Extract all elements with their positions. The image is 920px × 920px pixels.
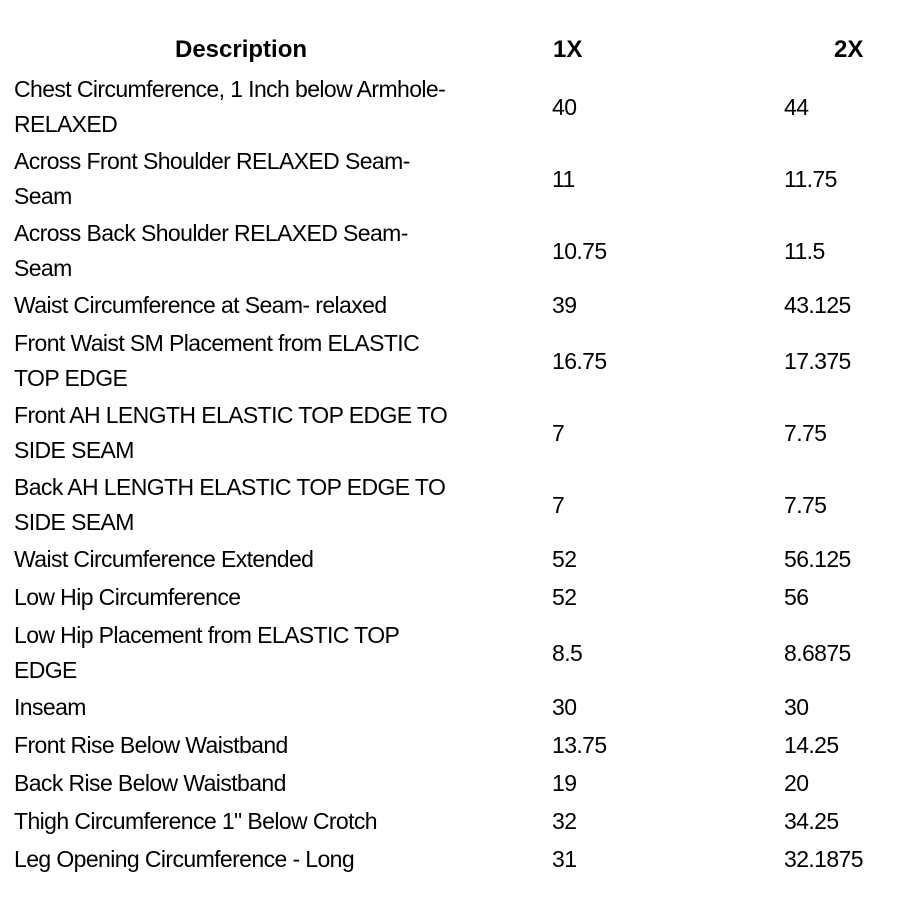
row-value-1x: 40 [552, 94, 577, 120]
row-value-2x: 30 [784, 694, 809, 720]
header-description: Description [175, 36, 308, 63]
row-value-1x: 52 [552, 584, 577, 610]
row-value-2x: 7.75 [784, 492, 827, 518]
row-value-2x: 43.125 [784, 292, 851, 318]
row-description: Front Rise Below Waistband [14, 732, 288, 758]
row-value-1x: 16.75 [552, 348, 607, 374]
table-header [0, 30, 920, 70]
row-description: Across Front Shoulder RELAXED Seam- Seam [14, 148, 410, 209]
row-value-1x: 13.75 [552, 732, 607, 758]
table-row [0, 470, 920, 542]
row-value-2x: 44 [784, 94, 809, 120]
row-description: Thigh Circumference 1" Below Crotch [14, 808, 377, 834]
row-value-1x: 8.5 [552, 640, 583, 666]
table-row [0, 690, 920, 728]
row-value-2x: 34.25 [784, 808, 839, 834]
table-row [0, 398, 920, 470]
table-row [0, 580, 920, 618]
row-value-1x: 19 [552, 770, 577, 796]
row-value-1x: 7 [552, 492, 565, 518]
row-value-1x: 30 [552, 694, 577, 720]
table-row [0, 618, 920, 690]
row-description: Front Waist SM Placement from ELASTIC TOP EDGE [14, 330, 420, 391]
row-description: Inseam [14, 694, 86, 720]
table-row [0, 288, 920, 326]
row-description: Low Hip Placement from ELASTIC TOP EDGE [14, 622, 400, 683]
row-description: Low Hip Circumference [14, 584, 241, 610]
table-row [0, 542, 920, 580]
row-value-2x: 17.375 [784, 348, 851, 374]
table-body [0, 72, 920, 880]
row-value-1x: 10.75 [552, 238, 607, 264]
row-value-2x: 11.5 [784, 238, 825, 264]
row-value-2x: 56.125 [784, 546, 851, 572]
table-row [0, 804, 920, 842]
row-description: Across Back Shoulder RELAXED Seam- Seam [14, 220, 408, 281]
table-row [0, 728, 920, 766]
row-value-1x: 52 [552, 546, 577, 572]
row-value-2x: 11.75 [784, 166, 837, 192]
row-value-2x: 32.1875 [784, 846, 863, 872]
table-row [0, 766, 920, 804]
row-description: Back AH LENGTH ELASTIC TOP EDGE TO SIDE SEAM [14, 474, 446, 535]
table-row [0, 842, 920, 880]
row-description: Waist Circumference Extended [14, 546, 314, 572]
table-row [0, 326, 920, 398]
row-value-2x: 56 [784, 584, 809, 610]
row-value-2x: 14.25 [784, 732, 839, 758]
row-description: Chest Circumference, 1 Inch below Armhole- RELAXED [14, 76, 446, 137]
table-row [0, 216, 920, 288]
row-description: Leg Opening Circumference - Long [14, 846, 355, 872]
row-value-1x: 39 [552, 292, 577, 318]
table-row [0, 144, 920, 216]
header-size-1x: 1X [553, 36, 583, 63]
row-description: Waist Circumference at Seam- relaxed [14, 292, 387, 318]
row-value-2x: 7.75 [784, 420, 827, 446]
header-size-2x: 2X [834, 36, 864, 63]
row-value-1x: 31 [552, 846, 577, 872]
row-description: Back Rise Below Waistband [14, 770, 286, 796]
row-value-2x: 8.6875 [784, 640, 851, 666]
row-value-2x: 20 [784, 770, 809, 796]
row-value-1x: 7 [552, 420, 565, 446]
table-row [0, 72, 920, 144]
row-value-1x: 11 [552, 166, 575, 192]
row-description: Front AH LENGTH ELASTIC TOP EDGE TO SIDE SEAM [14, 402, 448, 463]
row-value-1x: 32 [552, 808, 577, 834]
